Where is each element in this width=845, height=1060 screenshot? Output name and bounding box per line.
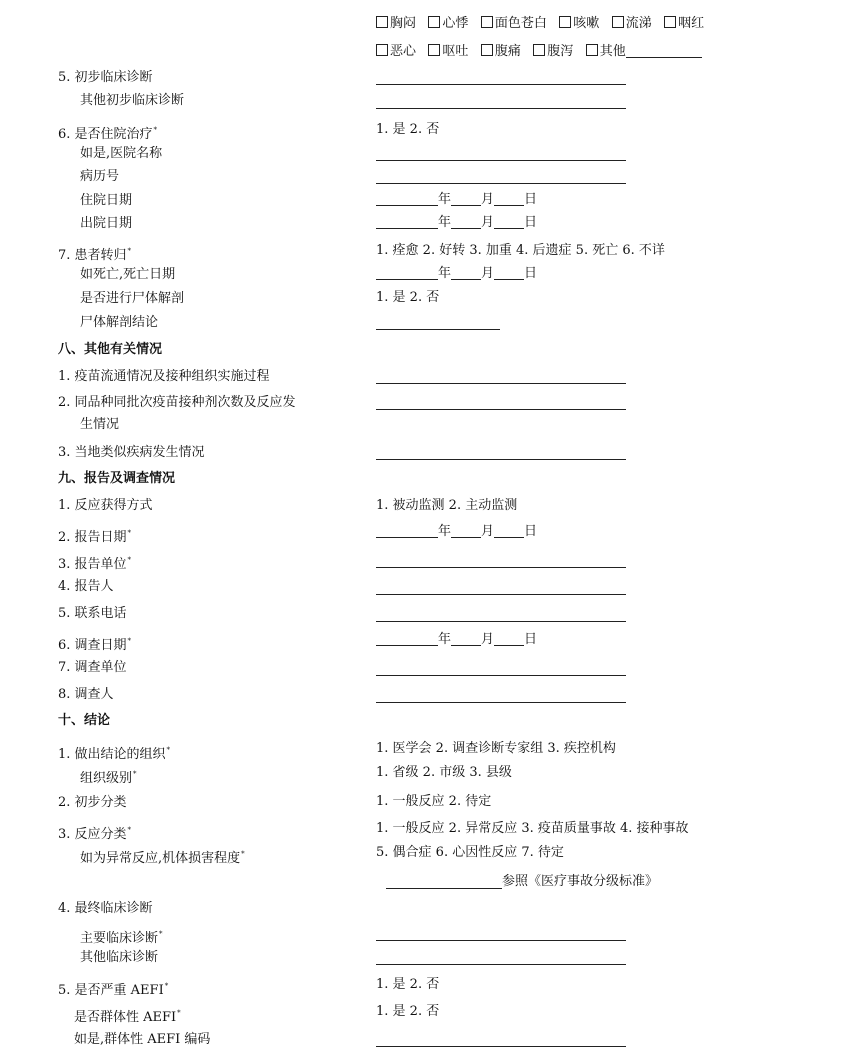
section-8-title: 八、其他有关情况 xyxy=(58,342,163,357)
other-symptom-field[interactable] xyxy=(626,45,702,58)
autopsy-options[interactable]: 1. 是 2. 否 xyxy=(376,290,440,305)
checkbox-icon[interactable] xyxy=(428,44,440,56)
hospitalized-options[interactable]: 1. 是 2. 否 xyxy=(376,122,440,137)
medical-record-field[interactable] xyxy=(376,183,626,184)
final-diagnosis-label: 4. 最终临床诊断 xyxy=(58,901,153,916)
report-unit-label: 3. 报告单位* xyxy=(58,556,132,572)
checkbox-icon[interactable] xyxy=(533,44,545,56)
checkbox-icon[interactable] xyxy=(376,44,388,56)
investigator-field[interactable] xyxy=(376,702,626,703)
checkbox-icon[interactable] xyxy=(612,16,624,28)
report-date-field[interactable]: 年 月 日 xyxy=(376,524,537,540)
required-mark: * xyxy=(127,826,132,834)
checkbox-icon[interactable] xyxy=(559,16,571,28)
symptom-checkbox[interactable]: 流涕 xyxy=(612,16,652,32)
checkbox-icon[interactable] xyxy=(664,16,676,28)
damage-degree-label: 如为异常反应,机体损害程度* xyxy=(80,850,245,866)
investigation-date-field[interactable]: 年 月 日 xyxy=(376,632,537,648)
required-mark: * xyxy=(127,556,132,564)
symptom-checkbox[interactable]: 咽红 xyxy=(664,16,704,32)
required-mark: * xyxy=(166,746,171,754)
conclusion-org-label: 1. 做出结论的组织* xyxy=(58,746,171,762)
reporter-label: 4. 报告人 xyxy=(58,579,114,594)
outcome-options[interactable]: 1. 痊愈 2. 好转 3. 加重 4. 后遗症 5. 死亡 6. 不详 xyxy=(376,243,665,258)
same-batch-label-cont: 生情况 xyxy=(80,417,120,432)
required-mark: * xyxy=(177,1009,181,1017)
initial-classification-label: 2. 初步分类 xyxy=(58,795,127,810)
required-mark: * xyxy=(133,770,137,778)
local-disease-field[interactable] xyxy=(376,459,626,460)
required-mark: * xyxy=(127,529,132,537)
other-diagnosis-label: 其他临床诊断 xyxy=(80,950,159,965)
reporter-field[interactable] xyxy=(376,594,626,595)
serious-aefi-label: 5. 是否严重 AEFI* xyxy=(58,982,169,998)
admission-date-field[interactable]: 年 月 日 xyxy=(376,192,537,208)
checkbox-icon[interactable] xyxy=(586,44,598,56)
required-mark: * xyxy=(153,126,158,134)
reaction-classification-label: 3. 反应分类* xyxy=(58,826,132,842)
death-date-field[interactable]: 年 月 日 xyxy=(376,266,537,282)
symptom-checkbox[interactable]: 其他 xyxy=(586,44,702,60)
investigation-unit-label: 7. 调查单位 xyxy=(58,660,127,675)
initial-diagnosis-field[interactable] xyxy=(376,84,626,85)
admission-date-label: 住院日期 xyxy=(80,193,133,208)
main-diagnosis-field[interactable] xyxy=(376,940,626,941)
symptom-checkbox[interactable]: 腹痛 xyxy=(481,44,521,60)
other-initial-diagnosis-field[interactable] xyxy=(376,108,626,109)
damage-degree-field[interactable] xyxy=(386,888,502,889)
death-date-label: 如死亡,死亡日期 xyxy=(80,267,176,282)
required-mark: * xyxy=(127,247,132,255)
local-disease-label: 3. 当地类似疾病发生情况 xyxy=(58,445,205,460)
cluster-aefi-code-field[interactable] xyxy=(376,1046,626,1047)
symptom-checkbox[interactable]: 呕吐 xyxy=(428,44,468,60)
same-batch-field[interactable] xyxy=(376,409,626,410)
phone-field[interactable] xyxy=(376,621,626,622)
reaction-acquisition-label: 1. 反应获得方式 xyxy=(58,498,153,513)
medical-record-label: 病历号 xyxy=(80,169,120,184)
outcome-label: 7. 患者转归* xyxy=(58,247,132,263)
discharge-date-field[interactable]: 年 月 日 xyxy=(376,215,537,231)
same-batch-label: 2. 同品种同批次疫苗接种剂次数及反应发 xyxy=(58,395,296,410)
autopsy-label: 是否进行尸体解剖 xyxy=(80,291,185,306)
symptom-checkbox[interactable]: 咳嗽 xyxy=(559,16,599,32)
vaccine-circulation-field[interactable] xyxy=(376,383,626,384)
other-diagnosis-field[interactable] xyxy=(376,964,626,965)
org-level-options[interactable]: 1. 省级 2. 市级 3. 县级 xyxy=(376,765,512,780)
initial-diagnosis-label: 5. 初步临床诊断 xyxy=(58,70,153,85)
symptom-checkbox[interactable]: 胸闷 xyxy=(376,16,416,32)
symptom-checkbox[interactable]: 腹泻 xyxy=(533,44,573,60)
cluster-aefi-code-label: 如是,群体性 AEFI 编码 xyxy=(74,1032,211,1047)
hospitalized-label: 6. 是否住院治疗* xyxy=(58,126,158,142)
discharge-date-label: 出院日期 xyxy=(80,216,133,231)
cluster-aefi-label: 是否群体性 AEFI* xyxy=(74,1009,181,1025)
investigation-date-label: 6. 调查日期* xyxy=(58,637,132,653)
vaccine-circulation-label: 1. 疫苗流通情况及接种组织实施过程 xyxy=(58,369,270,384)
checkbox-icon[interactable] xyxy=(481,44,493,56)
hospital-name-field[interactable] xyxy=(376,160,626,161)
medical-accident-standard-ref: 参照《医疗事故分级标准》 xyxy=(502,874,659,889)
conclusion-org-options[interactable]: 1. 医学会 2. 调查诊断专家组 3. 疾控机构 xyxy=(376,741,616,756)
checkbox-icon[interactable] xyxy=(428,16,440,28)
investigator-label: 8. 调查人 xyxy=(58,687,114,702)
investigation-unit-field[interactable] xyxy=(376,675,626,676)
autopsy-result-field[interactable] xyxy=(376,329,500,330)
checkbox-icon[interactable] xyxy=(376,16,388,28)
required-mark: * xyxy=(241,850,245,858)
checkbox-icon[interactable] xyxy=(481,16,493,28)
cluster-aefi-options[interactable]: 1. 是 2. 否 xyxy=(376,1004,440,1019)
other-initial-diagnosis-label: 其他初步临床诊断 xyxy=(80,93,185,108)
section-10-title: 十、结论 xyxy=(58,713,111,728)
symptom-checkbox[interactable]: 面色苍白 xyxy=(481,16,547,32)
symptom-row-2 xyxy=(376,44,702,60)
autopsy-result-label: 尸体解剖结论 xyxy=(80,315,159,330)
org-level-label: 组织级别* xyxy=(80,770,137,786)
reaction-classification-options-2[interactable]: 5. 偶合症 6. 心因性反应 7. 待定 xyxy=(376,845,564,860)
main-diagnosis-label: 主要临床诊断* xyxy=(80,930,163,946)
hospital-name-label: 如是,医院名称 xyxy=(80,146,163,161)
symptom-row-1 xyxy=(376,16,704,32)
reaction-acquisition-options[interactable]: 1. 被动监测 2. 主动监测 xyxy=(376,498,518,513)
phone-label: 5. 联系电话 xyxy=(58,606,127,621)
required-mark: * xyxy=(159,930,163,938)
report-date-label: 2. 报告日期* xyxy=(58,529,132,545)
symptom-checkbox[interactable]: 恶心 xyxy=(376,44,416,60)
required-mark: * xyxy=(127,637,132,645)
required-mark: * xyxy=(164,982,169,990)
report-unit-field[interactable] xyxy=(376,567,626,568)
initial-classification-options[interactable]: 1. 一般反应 2. 待定 xyxy=(376,794,492,809)
symptom-checkbox[interactable]: 心悸 xyxy=(428,16,468,32)
serious-aefi-options[interactable]: 1. 是 2. 否 xyxy=(376,977,440,992)
section-9-title: 九、报告及调查情况 xyxy=(58,471,176,486)
reaction-classification-options[interactable]: 1. 一般反应 2. 异常反应 3. 疫苗质量事故 4. 接种事故 xyxy=(376,821,689,836)
